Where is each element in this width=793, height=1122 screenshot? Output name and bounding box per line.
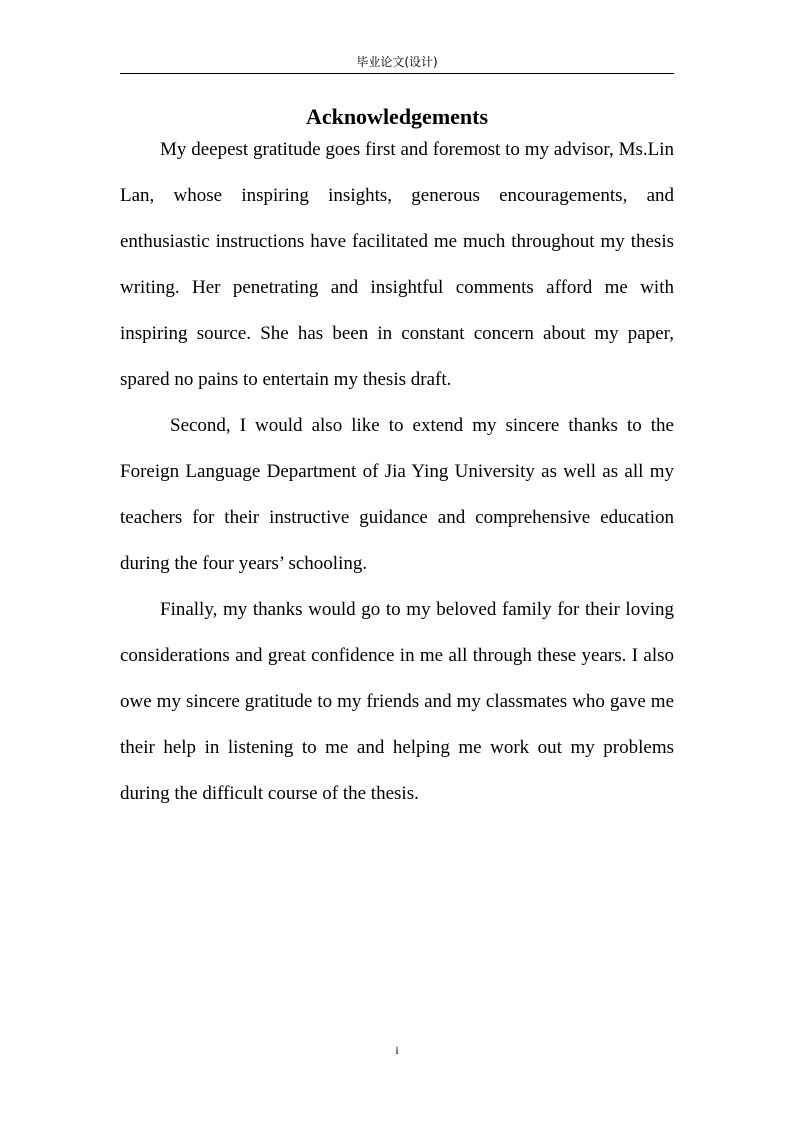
running-header: 毕业论文(设计) bbox=[356, 55, 438, 69]
paragraph-family: Finally, my thanks would go to my beloved family for their loving considerations and great confidence in me all through these years. I also owe my sincere gratitude to my friends and my classmates who gave me their help in listening to me and helping me work out my problems during the difficult course of the thesis. bbox=[120, 599, 674, 804]
page-number: i bbox=[395, 1043, 399, 1057]
paragraph-advisor: My deepest gratitude goes first and foremost to my advisor, Ms.Lin Lan, whose inspiring insights, generous encouragements, and enthusiastic instructions have facilitated me much throughout my thesis writing. Her penetrating and insightful comments afford me with inspiring source. She has been in constant concern about my paper, spared no pains to entertain my thesis draft. bbox=[120, 139, 674, 390]
page-title: Acknowledgements bbox=[305, 104, 489, 129]
body-text bbox=[120, 127, 674, 817]
header-rule bbox=[120, 73, 674, 74]
paragraph-department: Second, I would also like to extend my sincere thanks to the Foreign Language Department of Jia Ying University as well as all my teachers for their instructive guidance and comprehensive education during the four years’ schooling. bbox=[120, 415, 674, 574]
